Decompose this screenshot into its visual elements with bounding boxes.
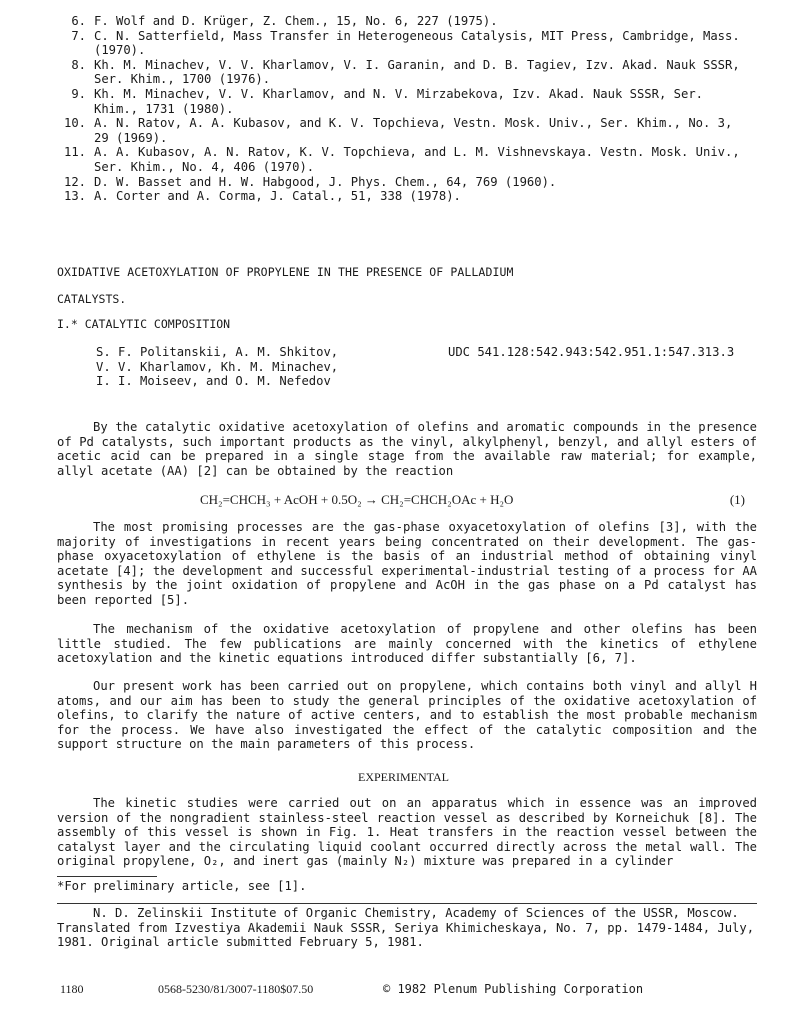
reference-text: A. A. Kubasov, A. N. Ratov, K. V. Topchieva, and L. M. Vishnevskaya. Vestn. Mosk. Univ., Ser. Khim., No. 4, 406 (1970). xyxy=(94,145,740,174)
footnote: *For preliminary article, see [1]. xyxy=(57,879,307,893)
page-footer xyxy=(60,982,760,997)
reference-text: Kh. M. Minachev, V. V. Kharlamov, V. I. Garanin, and D. B. Tagiev, Izv. Akad. Nauk SSSR, Ser. Khim., 1700 (1976). xyxy=(94,57,740,87)
reference-item xyxy=(55,116,775,145)
reference-number: 13. xyxy=(63,189,86,204)
udc-code: UDC 541.128:542.943:542.951.1:547.313.3 xyxy=(448,345,735,359)
reference-text: C. N. Satterfield, Mass Transfer in Heterogeneous Catalysis, MIT Press, Cambridge, Mass. (1970). xyxy=(94,28,740,58)
equation xyxy=(200,493,745,508)
paragraph-gas-phase: The most promising processes are the gas-phase oxyacetoxylation of olefins [3], with the majority of investigations in recent years being concentrated on their development. The gas-phase oxyacetoxylation of ethylene is the basis of an industrial method of obtaining vinyl acetate [4]; the development and successful experimental-industrial testing of a process for AA synthesis by the joint oxidation of propylene and AcOH in the gas phase on a Pd catalyst has been reported [5]. xyxy=(57,520,757,607)
reference-item xyxy=(55,145,775,174)
reference-number: 8. xyxy=(71,57,86,72)
paragraph-intro: By the catalytic oxidative acetoxylation of olefins and aromatic compounds in the presence of Pd catalysts, such important products as the vinyl, alkylphenyl, benzyl, and allyl esters of acetic acid can be prepared in a single stage from the available raw material; for example, allyl acetate (AA) [2] can be obtained by the reaction xyxy=(57,420,757,478)
reference-text: D. W. Basset and H. W. Habgood, J. Phys. Chem., 64, 769 (1960). xyxy=(94,174,557,189)
reference-number: 10. xyxy=(63,116,86,131)
article-subtitle: I.* CATALYTIC COMPOSITION xyxy=(57,317,231,331)
reference-item xyxy=(55,58,775,87)
paragraph-experimental: The kinetic studies were carried out on an apparatus which in essence was an improved version of the nongradient stainless-steel reaction vessel as described by Korneichuk [8]. The assembly of this vessel is shown in Fig. 1. Heat transfers in the reaction vessel between the catalyst layer and the circulating liquid coolant occurred directly across the metal wall. The original propylene, O₂, and inert gas (mainly N₂) mixture was prepared in a cylinder xyxy=(57,796,757,869)
reference-number: 6. xyxy=(71,14,86,28)
affiliation-divider xyxy=(57,903,757,904)
reference-number: 7. xyxy=(71,28,86,43)
equation-number: (1) xyxy=(729,492,745,507)
reference-item xyxy=(55,87,775,116)
reference-item xyxy=(55,189,775,204)
author-line: V. V. Kharlamov, Kh. M. Minachev, xyxy=(96,359,339,374)
reference-text: Kh. M. Minachev, V. V. Kharlamov, and N. V. Mirzabekova, Izv. Akad. Nauk SSSR, Ser. Khim., 1731 (1980). xyxy=(94,86,704,116)
paragraph-mechanism: The mechanism of the oxidative acetoxylation of propylene and other olefins has been little studied. The few publications are mainly concerned with the kinetics of ethylene acetoxylation and the kinetic equations introduced differ substantially [6, 7]. xyxy=(57,622,757,666)
section-heading: EXPERIMENTAL xyxy=(357,770,450,784)
author-line: I. I. Moiseev, and O. M. Nefedov xyxy=(96,374,331,389)
reference-text: A. N. Ratov, A. A. Kubasov, and K. V. Topchieva, Vestn. Mosk. Univ., Ser. Khim., No. 3, 29 (1969). xyxy=(94,116,733,145)
author-list xyxy=(96,345,456,389)
affiliation: N. D. Zelinskii Institute of Organic Chemistry, Academy of Sciences of the USSR, Moscow. Translated from Izvestiya Akademii Nauk SSSR, Seriya Khimicheskaya, No. 7, pp. 1479-1484, July, 1981. Original article submitted February 5, 1981. xyxy=(57,906,755,950)
reference-number: 11. xyxy=(63,145,86,160)
copyright: © 1982 Plenum Publishing Corporation xyxy=(383,982,644,996)
reference-list xyxy=(55,14,775,204)
reference-number: 12. xyxy=(63,174,86,189)
reference-item xyxy=(55,14,775,29)
footnote-divider xyxy=(57,876,157,877)
reference-text: F. Wolf and D. Krüger, Z. Chem., 15, No. 6, 227 (1975). xyxy=(94,14,498,28)
article-title-line-1: OXIDATIVE ACETOXYLATION OF PROPYLENE IN THE PRESENCE OF PALLADIUM xyxy=(57,265,514,279)
reference-item xyxy=(55,29,775,58)
author-line: S. F. Politanskii, A. M. Shkitov, xyxy=(96,345,339,359)
page-number: 1180 xyxy=(60,982,84,996)
reference-number: 9. xyxy=(71,86,86,101)
reference-item xyxy=(55,175,775,190)
article-code: 0568-5230/81/3007-1180$07.50 xyxy=(158,982,314,996)
article-title-line-2: CATALYSTS. xyxy=(57,292,127,306)
paragraph-present-work: Our present work has been carried out on propylene, which contains both vinyl and allyl H atoms, and our aim has been to study the general principles of the oxidative acetoxylation of olefins, to clarify the nature of active centers, and to establish the most probable mechanism for the process. We have also investigated the effect of the catalytic composition and the support structure on the main parameters of this process. xyxy=(57,679,757,752)
reference-text: A. Corter and A. Corma, J. Catal., 51, 338 (1978). xyxy=(94,189,461,204)
equation-text: CH₂=CHCH₃ + AcOH + 0.5O₂ → CH₂=CHCH₂OAc + H₂O xyxy=(200,492,514,507)
